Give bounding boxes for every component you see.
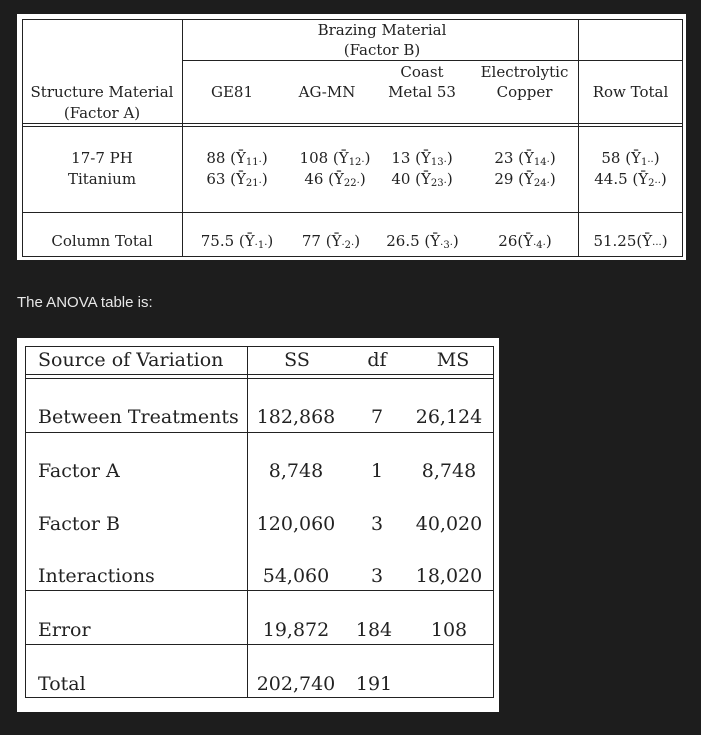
column-copper-line2: Copper: [496, 83, 553, 101]
header-source: Source of Variation: [38, 349, 224, 371]
source-label: Between Treatments: [38, 406, 239, 428]
cell-mean: 108 $(Ȳ_{12\cdot})$: [299, 149, 371, 168]
ss-value: 8,748: [268, 460, 324, 482]
cell-mean: 29 $(Ȳ_{24\cdot})$: [494, 170, 556, 189]
column-coast-line2: Metal 53: [388, 83, 456, 101]
anova-caption: The ANOVA table is:: [17, 294, 153, 311]
source-label: Interactions: [38, 565, 155, 587]
column-copper-line1: Electrolytic: [480, 63, 569, 81]
cell-mean: 23 $(Ȳ_{14\cdot})$: [494, 149, 556, 168]
source-label: Factor A: [38, 460, 120, 482]
ms-value: 108: [430, 619, 468, 641]
df-value: 3: [370, 565, 384, 587]
factor-a-label: (Factor A): [63, 104, 141, 122]
df-value: 3: [370, 513, 384, 535]
row-label-17-7-ph: 17-7 PH: [71, 149, 133, 167]
cell-mean: 63 $(Ȳ_{21\cdot})$: [206, 170, 268, 189]
column-total-label: Column Total: [51, 232, 153, 250]
source-label: Error: [38, 619, 91, 641]
header-ss: SS: [284, 349, 310, 371]
cell-column-total: $26(Ȳ_{\cdot 4\cdot})$: [498, 232, 552, 251]
ss-value: 120,060: [256, 513, 336, 535]
cell-column-total: 26.5 $(Ȳ_{\cdot 3\cdot})$: [386, 232, 459, 251]
cell-column-total: 77 $(Ȳ_{\cdot 2\cdot})$: [301, 232, 361, 251]
source-label: Factor B: [38, 513, 121, 535]
header-df: df: [367, 349, 387, 371]
anova-table: [17, 338, 499, 712]
factor-b-label: (Factor B): [343, 41, 421, 59]
ss-value: 182,868: [256, 406, 336, 428]
ss-value: 19,872: [262, 619, 330, 641]
cell-mean: 88 $(Ȳ_{11\cdot})$: [206, 149, 268, 168]
df-value: 7: [370, 406, 384, 428]
cell-row-total: 58 $(Ȳ_{1\cdot\cdot})$: [601, 149, 660, 168]
df-value: 184: [355, 619, 393, 641]
ms-value: 8,748: [421, 460, 477, 482]
df-value: 1: [370, 460, 384, 482]
cell-grand-total: $51.25(Ȳ_{\cdot\cdot\cdot})$: [593, 232, 668, 251]
factorial-means-table: [17, 14, 686, 260]
ms-value: 40,020: [415, 513, 483, 535]
source-label: Total: [38, 673, 86, 695]
brazing-material-header: Brazing Material: [317, 21, 447, 39]
cell-mean: 40 $(Ȳ_{23\cdot})$: [391, 170, 453, 189]
cell-mean: 46 $(Ȳ_{22\cdot})$: [304, 170, 366, 189]
ss-value: 202,740: [256, 673, 336, 695]
column-ge81: GE81: [210, 83, 254, 101]
ms-value: 18,020: [415, 565, 483, 587]
row-label-titanium: Titanium: [67, 170, 137, 188]
header-ms: MS: [436, 349, 470, 371]
structure-material-header: Structure Material: [30, 83, 174, 101]
cell-mean: 13 $(Ȳ_{13\cdot})$: [391, 149, 453, 168]
df-value: 191: [355, 673, 393, 695]
column-row-total: Row Total: [592, 83, 669, 101]
column-ag-mn: AG-MN: [298, 83, 356, 101]
ss-value: 54,060: [262, 565, 330, 587]
column-coast-line1: Coast: [400, 63, 444, 81]
cell-row-total: 44.5 $(Ȳ_{2\cdot\cdot})$: [594, 170, 667, 189]
cell-column-total: 75.5 $(Ȳ_{\cdot 1\cdot})$: [200, 232, 274, 251]
ms-value: 26,124: [415, 406, 483, 428]
